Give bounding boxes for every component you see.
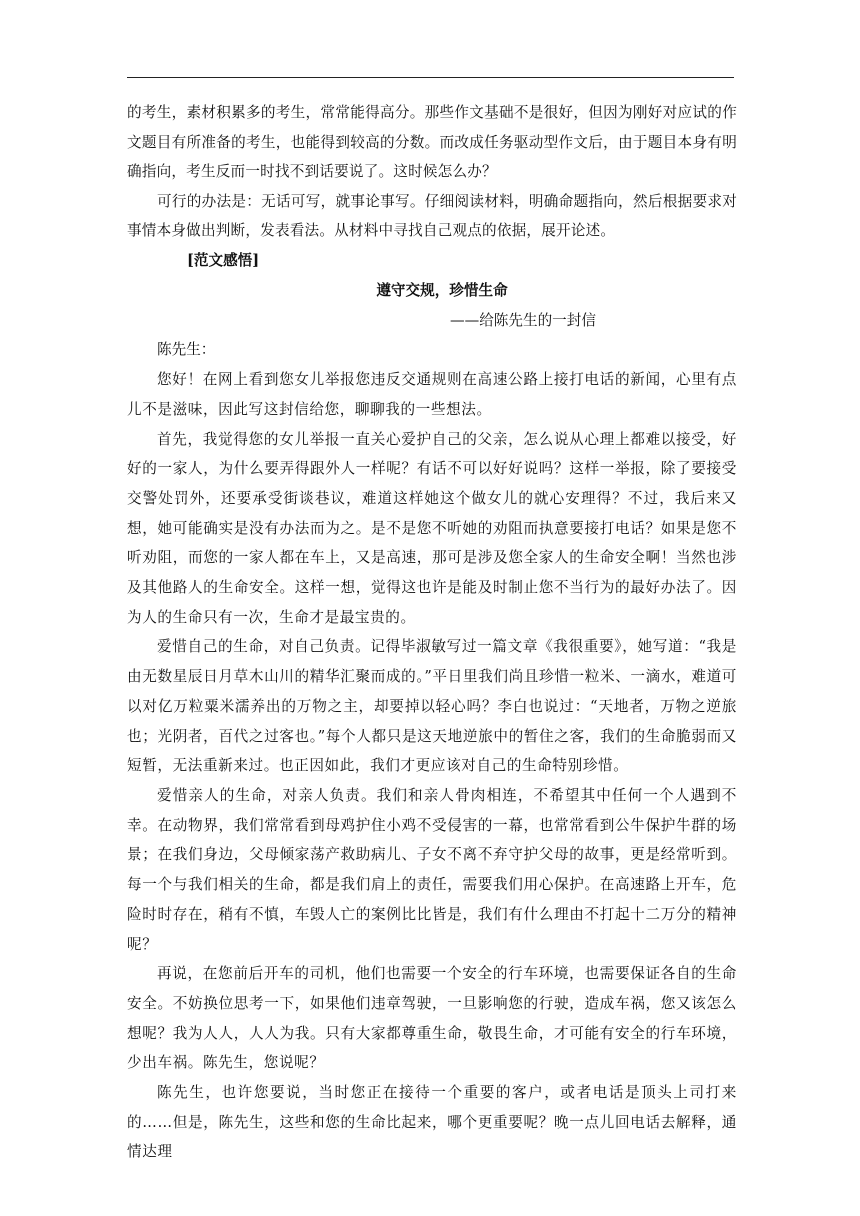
header-rule	[127, 77, 734, 78]
letter-paragraph-5: 再说，在您前后开车的司机，他们也需要一个安全的行车环境，也需要保证各自的生命安全。不妨换位思考一下，如果他们违章驾驶，一旦影响您的行驶，造成车祸，您又该怎么想呢？我为人人，人人为我。只有大家都尊重生命，敬畏生命，才可能有安全的行车环境，少出车祸。陈先生，您说呢？	[127, 965, 737, 1072]
intro-paragraph-1: 的考生，素材积累多的考生，常常能得高分。那些作文基础不是很好，但因为刚好对应试的作文题目有所准备的考生，也能得到较高的分数。而改成任务驱动型作文后，由于题目本身有明确指向，考生反而一时找不到话要说了。这时候怎么办？	[127, 104, 737, 181]
section-label: [范文感悟]	[187, 251, 260, 269]
essay-title: 遵守交规，珍惜生命	[376, 281, 508, 299]
intro-paragraph-2: 可行的办法是：无话可写，就事论事写。仔细阅读材料，明确命题指向，然后根据要求对事情本身做出判断，发表看法。从材料中寻找自己观点的依据，展开论述。	[127, 192, 737, 240]
letter-paragraph-3: 爱惜自己的生命，对自己负责。记得毕淑敏写过一篇文章《我很重要》，她写道：“我是由无数星辰日月草木山川的精华汇聚而成的。”平日里我们尚且珍惜一粒米、一滴水，难道可以对亿万粒粟米濡养出的万物之主，却要掉以轻心吗？李白也说过：“天地者，万物之逆旅也；光阴者，百代之过客也。”每个人都只是这天地逆旅中的暂住之客，我们的生命脆弱而又短暂，无法重新来过。也正因如此，我们才更应该对自己的生命特别珍惜。	[127, 638, 737, 775]
letter-paragraph-2: 首先，我觉得您的女儿举报一直关心爱护自己的父亲，怎么说从心理上都难以接受，好好的一家人，为什么要弄得跟外人一样呢？有话不可以好好说吗？这样一举报，除了要接受交警处罚外，还要承受街谈巷议，难道这样她这个做女儿的就心安理得？不过，我后来又想，她可能确实是没有办法而为之。是不是您不听她的劝阻而执意要接打电话？如果是您不听劝阻，而您的一家人都在车上，又是高速，那可是涉及您全家人的生命安全啊！当然也涉及其他路人的生命安全。这样一想，觉得这也许是能及时制止您不当行为的最好办法了。因为人的生命只有一次，生命才是最宝贵的。	[127, 430, 737, 626]
letter-paragraph-6: 陈先生，也许您要说，当时您正在接待一个重要的客户，或者电话是顶头上司打来的……但是，陈先生，这些和您的生命比起来，哪个更重要呢？晚一点儿回电话去解释，通情达理	[127, 1084, 737, 1161]
essay-subtitle: ——给陈先生的一封信	[450, 311, 596, 329]
letter-paragraph-4: 爱惜亲人的生命，对亲人负责。我们和亲人骨肉相连，不希望其中任何一个人遇到不幸。在动物界，我们常常看到母鸡护住小鸡不受侵害的一幕，也常常看到公牛保护牛群的场景；在我们身边，父母倾家荡产救助病儿、子女不离不弃守护父母的故事，更是经常听到。每一个与我们相关的生命，都是我们肩上的责任，需要我们用心保护。在高速路上开车，危险时时存在，稍有不慎，车毁人亡的案例比比皆是，我们有什么理由不打起十二万分的精神呢？	[127, 787, 737, 953]
document-body	[127, 98, 737, 1167]
letter-paragraph-1: 您好！在网上看到您女儿举报您违反交通规则在高速公路上接打电话的新闻，心里有点儿不是滋味，因此写这封信给您，聊聊我的一些想法。	[127, 371, 737, 418]
letter-salutation: 陈先生：	[157, 341, 216, 359]
